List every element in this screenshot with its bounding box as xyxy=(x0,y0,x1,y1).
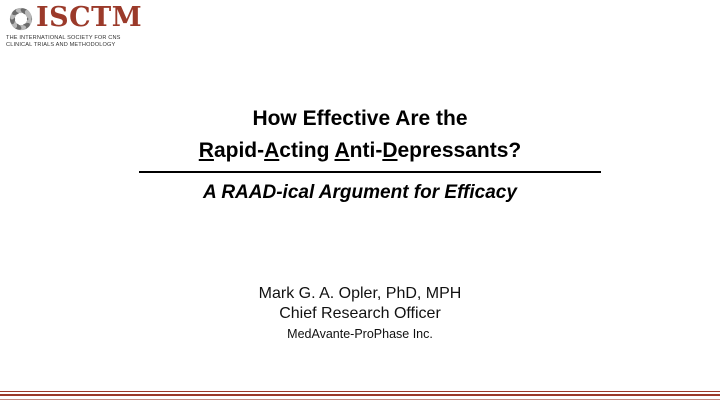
title-text-segment: epressants? xyxy=(397,139,522,162)
author-role: Chief Research Officer xyxy=(279,305,441,322)
logo-tagline-line-2: CLINICAL TRIALS AND METHODOLOGY xyxy=(6,42,116,48)
slide-title-line-1: How Effective Are the xyxy=(252,107,468,130)
title-text-segment: nti- xyxy=(349,139,383,162)
logo-tagline-line-1: THE INTERNATIONAL SOCIETY FOR CNS xyxy=(6,35,121,41)
emblem-petals xyxy=(9,7,33,31)
footer-rule-bottom xyxy=(0,399,720,400)
isctm-emblem-icon xyxy=(6,4,36,34)
title-text-segment: cting xyxy=(279,139,335,162)
title-acronym-letter: A xyxy=(264,139,280,162)
footer-band xyxy=(0,390,720,405)
title-acronym-letter: A xyxy=(334,139,350,162)
title-text-segment: apid- xyxy=(213,139,265,162)
emblem-center xyxy=(18,16,24,22)
author-organization: MedAvante-ProPhase Inc. xyxy=(287,327,433,341)
logo-wordmark: ISCTM xyxy=(36,2,143,33)
footer-rule-top xyxy=(0,391,720,392)
title-divider xyxy=(139,171,601,173)
title-acronym-letter: R xyxy=(198,139,214,162)
slide-subtitle: A RAAD-ical Argument for Efficacy xyxy=(203,182,517,203)
author-name: Mark G. A. Opler, PhD, MPH xyxy=(258,285,462,302)
slide-title-line-2 xyxy=(0,138,720,164)
footer-rule-middle xyxy=(0,394,720,396)
isctm-logo xyxy=(6,4,146,58)
title-acronym-letter: D xyxy=(382,139,398,162)
